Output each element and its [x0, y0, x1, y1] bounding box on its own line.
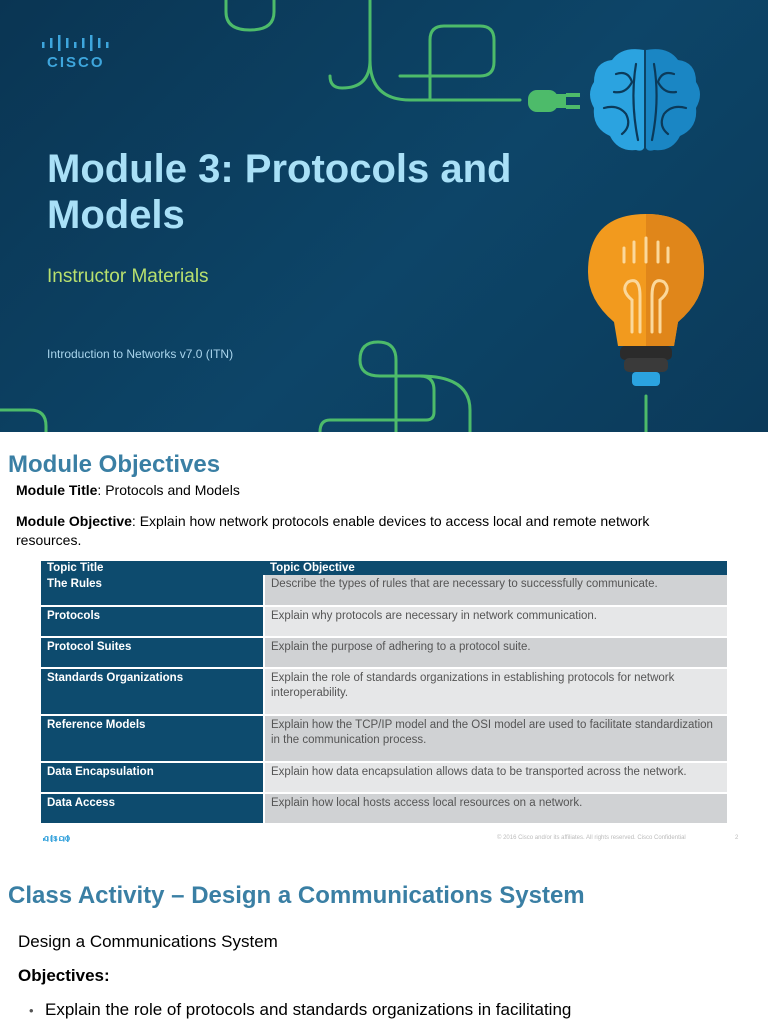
module-objectives-slide: [0, 433, 768, 853]
topic-objective-cell: Explain how local hosts access local resources on a network.: [264, 793, 727, 824]
plug-icon: [520, 80, 584, 120]
slide-title: Module Objectives: [8, 451, 221, 478]
table-row: [41, 575, 727, 606]
topic-title-cell: Protocols: [41, 606, 264, 637]
objectives-table: [41, 561, 727, 825]
topic-title-cell: Standards Organizations: [41, 668, 264, 715]
footer-cisco-logo: [42, 829, 72, 845]
lightbulb-icon: [584, 212, 708, 392]
slide-subtitle: Instructor Materials: [47, 266, 209, 287]
page-number: 2: [735, 835, 739, 841]
table-row: [41, 793, 727, 824]
topic-title-cell: Data Access: [41, 793, 264, 824]
objectives-label: Objectives:: [18, 966, 110, 985]
topic-title-cell: Data Encapsulation: [41, 762, 264, 793]
module-objective-value: : Explain how network protocols enable devices to access local and remote network resources.: [16, 513, 650, 548]
class-activity-slide: [0, 860, 768, 1024]
footer-logo-text: CISCO: [44, 836, 72, 843]
course-name: Introduction to Networks v7.0 (ITN): [47, 347, 234, 361]
column-header-topic-objective: Topic Objective: [264, 561, 727, 575]
module-title-line: [16, 482, 240, 498]
topic-objective-cell: Explain the purpose of adhering to a protocol suite.: [264, 637, 727, 668]
table-row: [41, 668, 727, 715]
topic-title-cell: The Rules: [41, 575, 264, 606]
topic-objective-cell: Explain the role of standards organizations in establishing protocols for network interoperability.: [264, 668, 727, 715]
bullet-text: Explain the role of protocols and standards organizations in facilitating: [45, 1000, 572, 1019]
table-row: [41, 762, 727, 793]
bullet-icon: •: [29, 1003, 34, 1018]
slide-title: Class Activity – Design a Communications System: [8, 882, 585, 909]
table-row: [41, 715, 727, 762]
topic-objective-cell: Explain why protocols are necessary in network communication.: [264, 606, 727, 637]
copyright-text: © 2016 Cisco and/or its affiliates. All rights reserved. Cisco Confidential: [497, 835, 686, 841]
module-title-label: Module Title: [16, 482, 98, 498]
topic-title-cell: Protocol Suites: [41, 637, 264, 668]
module-objective-label: Module Objective: [16, 513, 132, 529]
slide-title: Module 3: Protocols and Models: [47, 147, 512, 237]
column-header-topic-title: Topic Title: [41, 561, 264, 575]
title-slide: [0, 0, 768, 432]
cisco-logo-text: CISCO: [47, 54, 105, 71]
table-header-row: [41, 561, 727, 575]
activity-subtitle: Design a Communications System: [18, 932, 278, 951]
table-row: [41, 606, 727, 637]
topic-objective-cell: Explain how the TCP/IP model and the OSI model are used to facilitate standardization in the communication process.: [264, 715, 727, 762]
cisco-logo: [40, 34, 110, 74]
topic-objective-cell: Describe the types of rules that are necessary to successfully communicate.: [264, 575, 727, 606]
module-title-value: : Protocols and Models: [97, 482, 240, 498]
list-item: [29, 1000, 571, 1020]
brain-icon: [586, 44, 704, 158]
topic-objective-cell: Explain how data encapsulation allows data to be transported across the network.: [264, 762, 727, 793]
cisco-logo-icon: [40, 34, 110, 52]
topic-title-cell: Reference Models: [41, 715, 264, 762]
module-objective-line: [16, 512, 716, 550]
table-row: [41, 637, 727, 668]
